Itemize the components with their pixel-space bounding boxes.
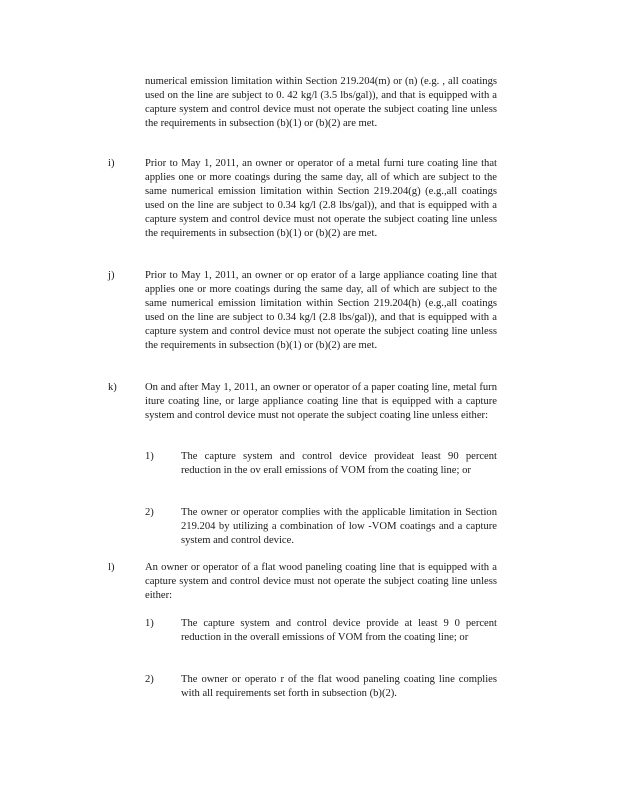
subitem-text-k-1: The capture system and control device provideat least 90 percent reduction in the ov erall emissions of VOM from the coating line; or	[181, 451, 497, 476]
item-label-j: j)	[108, 270, 115, 281]
item-label-l: l)	[108, 562, 115, 573]
item-label-i: i)	[108, 158, 115, 169]
item-text-l: An owner or operator of a flat wood paneling coating line that is equipped with a capture system and control device must not operate the subject coating line unless either:	[145, 562, 497, 601]
item-text-k: On and after May 1, 2011, an owner or operator of a paper coating line, metal furn iture coating line, or large appliance coating line that is equipped with a capture system and control device must not operate the subject coating line unless either:	[145, 382, 497, 421]
subitem-label-l-1: 1)	[145, 618, 154, 629]
subitem-text-k-2: The owner or operator complies with the applicable limitation in Section 219.204 by utilizing a combination of low -VOM coatings and a capture system and control device.	[181, 507, 497, 546]
subitem-label-k-2: 2)	[145, 507, 154, 518]
item-label-k: k)	[108, 382, 117, 393]
continuation-paragraph: numerical emission limitation within Section 219.204(m) or (n) (e.g. , all coatings used on the line are subject to 0. 42 kg/l (3.5 lbs/gal)), and that is equipped with a capture system and control device must not operate the subject coating line unless the requirements in subsection (b)(1) or (b)(2) are met.	[145, 76, 497, 129]
subitem-label-l-2: 2)	[145, 674, 154, 685]
subitem-text-l-1: The capture system and control device provide at least 9 0 percent reduction in the overall emissions of VOM from the coating line; or	[181, 618, 497, 643]
subitem-label-k-1: 1)	[145, 451, 154, 462]
subitem-text-l-2: The owner or operato r of the flat wood paneling coating line complies with all requirements set forth in subsection (b)(2).	[181, 674, 497, 699]
item-text-i: Prior to May 1, 2011, an owner or operator of a metal furni ture coating line that applies one or more coatings during the same day, all of which are subject to the same numerical emission limitation within Section 219.204(g) (e.g.,all coatings used on the line are subject to 0.34 kg/l (2.8 lbs/gal)), and that is equipped with a capture system and control device must not operate the subject coating line unless the requirements in subsection (b)(1) or (b)(2) are met.	[145, 158, 497, 239]
item-text-j: Prior to May 1, 2011, an owner or op erator of a large appliance coating line that applies one or more coatings during the same day, all of which are subject to the same numerical emission limitation within Section 219.204(h) (e.g.,all coatings used on the line are subject to 0.34 kg/l (2.8 lbs/gal)), and that is equipped with a capture system and control device must not operate the subject coating line unless the requirements in subsection (b)(1) or (b)(2) are met.	[145, 270, 497, 351]
